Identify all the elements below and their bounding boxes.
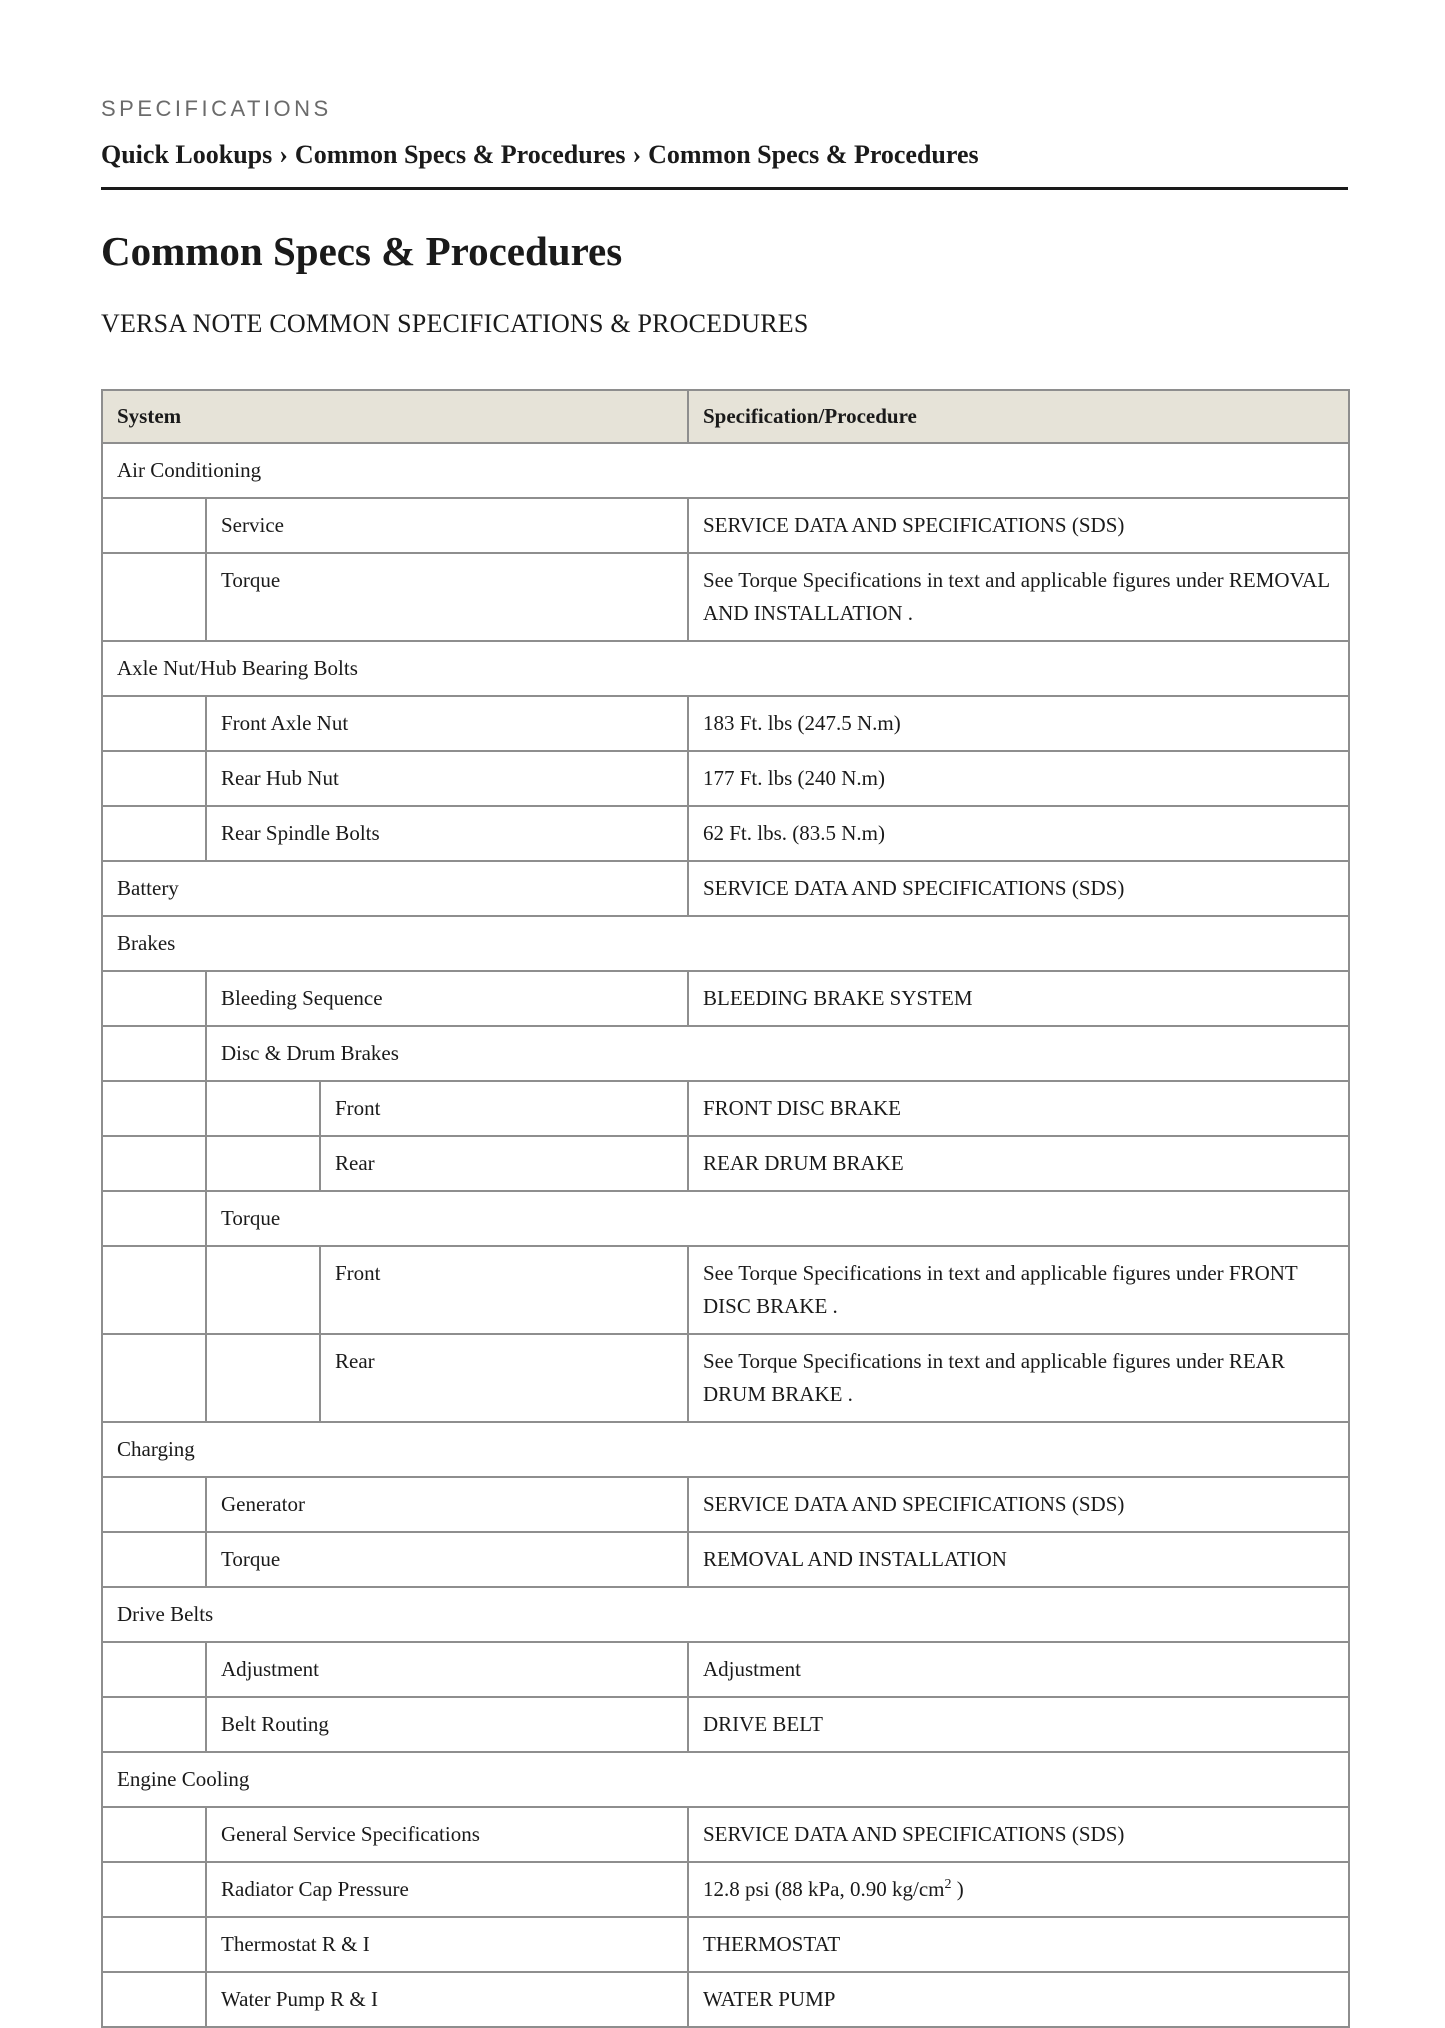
table-row <box>102 443 1349 498</box>
section-label: SPECIFICATIONS <box>101 96 332 121</box>
system-cell: Air Conditioning <box>102 443 1349 498</box>
indent-cell <box>102 1477 206 1532</box>
system-cell: Torque <box>206 553 688 641</box>
specification-cell: REMOVAL AND INSTALLATION <box>688 1532 1349 1587</box>
specification-cell: REAR DRUM BRAKE <box>688 1136 1349 1191</box>
system-cell: Belt Routing <box>206 1697 688 1752</box>
system-cell: Front <box>320 1081 688 1136</box>
table-row <box>102 1081 1349 1136</box>
table-row <box>102 1246 1349 1334</box>
system-cell: Charging <box>102 1422 1349 1477</box>
table-row <box>102 1334 1349 1422</box>
table-row <box>102 1477 1349 1532</box>
system-cell: General Service Specifications <box>206 1807 688 1862</box>
indent-cell <box>102 1026 206 1081</box>
specification-cell: FRONT DISC BRAKE <box>688 1081 1349 1136</box>
indent-cell <box>102 1972 206 2027</box>
breadcrumb-separator: › <box>632 140 642 169</box>
table-row <box>102 553 1349 641</box>
table-row <box>102 641 1349 696</box>
indent-cell <box>102 1642 206 1697</box>
system-cell: Drive Belts <box>102 1587 1349 1642</box>
indent-cell <box>206 1246 320 1334</box>
indent-cell <box>102 1697 206 1752</box>
indent-cell <box>102 1081 206 1136</box>
breadcrumb-item-current: Common Specs & Procedures <box>648 140 979 169</box>
table-row <box>102 696 1349 751</box>
column-header-system: System <box>102 390 688 443</box>
system-cell: Axle Nut/Hub Bearing Bolts <box>102 641 1349 696</box>
indent-cell <box>102 1917 206 1972</box>
indent-cell <box>102 1807 206 1862</box>
specification-cell: See Torque Specifications in text and applicable figures under REAR DRUM BRAKE . <box>688 1334 1349 1422</box>
indent-cell <box>102 1862 206 1917</box>
table-row <box>102 1532 1349 1587</box>
specification-cell: 177 Ft. lbs (240 N.m) <box>688 751 1349 806</box>
system-cell: Generator <box>206 1477 688 1532</box>
specification-cell: THERMOSTAT <box>688 1917 1349 1972</box>
specification-cell: 183 Ft. lbs (247.5 N.m) <box>688 696 1349 751</box>
table-body <box>102 443 1349 2027</box>
specification-cell: DRIVE BELT <box>688 1697 1349 1752</box>
breadcrumb-separator: › <box>279 140 288 169</box>
indent-cell <box>102 498 206 553</box>
system-cell: Service <box>206 498 688 553</box>
system-cell: Engine Cooling <box>102 1752 1349 1807</box>
indent-cell <box>102 1334 206 1422</box>
indent-cell <box>102 1136 206 1191</box>
table-row <box>102 1136 1349 1191</box>
page-subtitle: VERSA NOTE COMMON SPECIFICATIONS & PROCEDURES <box>101 309 809 338</box>
table-row <box>102 1642 1349 1697</box>
system-cell: Bleeding Sequence <box>206 971 688 1026</box>
indent-cell <box>102 751 206 806</box>
spec-text-tail: ) <box>951 1877 964 1901</box>
table-row <box>102 916 1349 971</box>
table-row <box>102 1422 1349 1477</box>
breadcrumb-item-common-specs[interactable]: Common Specs & Procedures <box>294 140 626 169</box>
table-header-row <box>102 390 1349 443</box>
system-cell: Rear <box>320 1136 688 1191</box>
table-row <box>102 1807 1349 1862</box>
indent-cell <box>206 1081 320 1136</box>
system-cell: Brakes <box>102 916 1349 971</box>
page-title: Common Specs & Procedures <box>101 228 623 274</box>
system-cell: Battery <box>102 861 688 916</box>
indent-cell <box>206 1334 320 1422</box>
table-row <box>102 1587 1349 1642</box>
breadcrumb-item-quick-lookups[interactable]: Quick Lookups <box>101 140 273 169</box>
table-row <box>102 1191 1349 1246</box>
system-cell: Thermostat R & I <box>206 1917 688 1972</box>
spec-text: 12.8 psi (88 kPa, 0.90 kg/cm <box>703 1877 945 1901</box>
indent-cell <box>102 1246 206 1334</box>
table-row <box>102 1697 1349 1752</box>
indent-cell <box>102 1532 206 1587</box>
system-cell: Water Pump R & I <box>206 1972 688 2027</box>
system-cell: Torque <box>206 1532 688 1587</box>
specifications-table <box>101 389 1350 2028</box>
system-cell: Front <box>320 1246 688 1334</box>
specification-cell: See Torque Specifications in text and applicable figures under REMOVAL AND INSTALLATION . <box>688 553 1349 641</box>
system-cell: Adjustment <box>206 1642 688 1697</box>
system-cell: Torque <box>206 1191 1349 1246</box>
indent-cell <box>206 1136 320 1191</box>
table-row <box>102 1752 1349 1807</box>
table-row <box>102 1026 1349 1081</box>
breadcrumb <box>101 139 979 171</box>
indent-cell <box>102 806 206 861</box>
spec-superscript: 2 <box>944 1877 952 1892</box>
table-row <box>102 861 1349 916</box>
table-row <box>102 971 1349 1026</box>
specification-cell <box>688 1862 1349 1917</box>
table-row <box>102 1862 1349 1917</box>
specification-cell: Adjustment <box>688 1642 1349 1697</box>
table-row <box>102 751 1349 806</box>
table-row <box>102 498 1349 553</box>
specification-cell: SERVICE DATA AND SPECIFICATIONS (SDS) <box>688 498 1349 553</box>
specification-cell: See Torque Specifications in text and applicable figures under FRONT DISC BRAKE . <box>688 1246 1349 1334</box>
indent-cell <box>102 1191 206 1246</box>
specification-cell: SERVICE DATA AND SPECIFICATIONS (SDS) <box>688 1807 1349 1862</box>
system-cell: Disc & Drum Brakes <box>206 1026 1349 1081</box>
indent-cell <box>102 971 206 1026</box>
system-cell: Radiator Cap Pressure <box>206 1862 688 1917</box>
header-divider <box>101 187 1348 190</box>
specification-cell: SERVICE DATA AND SPECIFICATIONS (SDS) <box>688 861 1349 916</box>
table-row <box>102 1917 1349 1972</box>
system-cell: Front Axle Nut <box>206 696 688 751</box>
system-cell: Rear Spindle Bolts <box>206 806 688 861</box>
specification-cell: WATER PUMP <box>688 1972 1349 2027</box>
specification-cell: BLEEDING BRAKE SYSTEM <box>688 971 1349 1026</box>
specification-cell: SERVICE DATA AND SPECIFICATIONS (SDS) <box>688 1477 1349 1532</box>
indent-cell <box>102 553 206 641</box>
indent-cell <box>102 696 206 751</box>
system-cell: Rear Hub Nut <box>206 751 688 806</box>
table-row <box>102 1972 1349 2027</box>
specification-cell: 62 Ft. lbs. (83.5 N.m) <box>688 806 1349 861</box>
table-row <box>102 806 1349 861</box>
column-header-specification: Specification/Procedure <box>688 390 1349 443</box>
system-cell: Rear <box>320 1334 688 1422</box>
